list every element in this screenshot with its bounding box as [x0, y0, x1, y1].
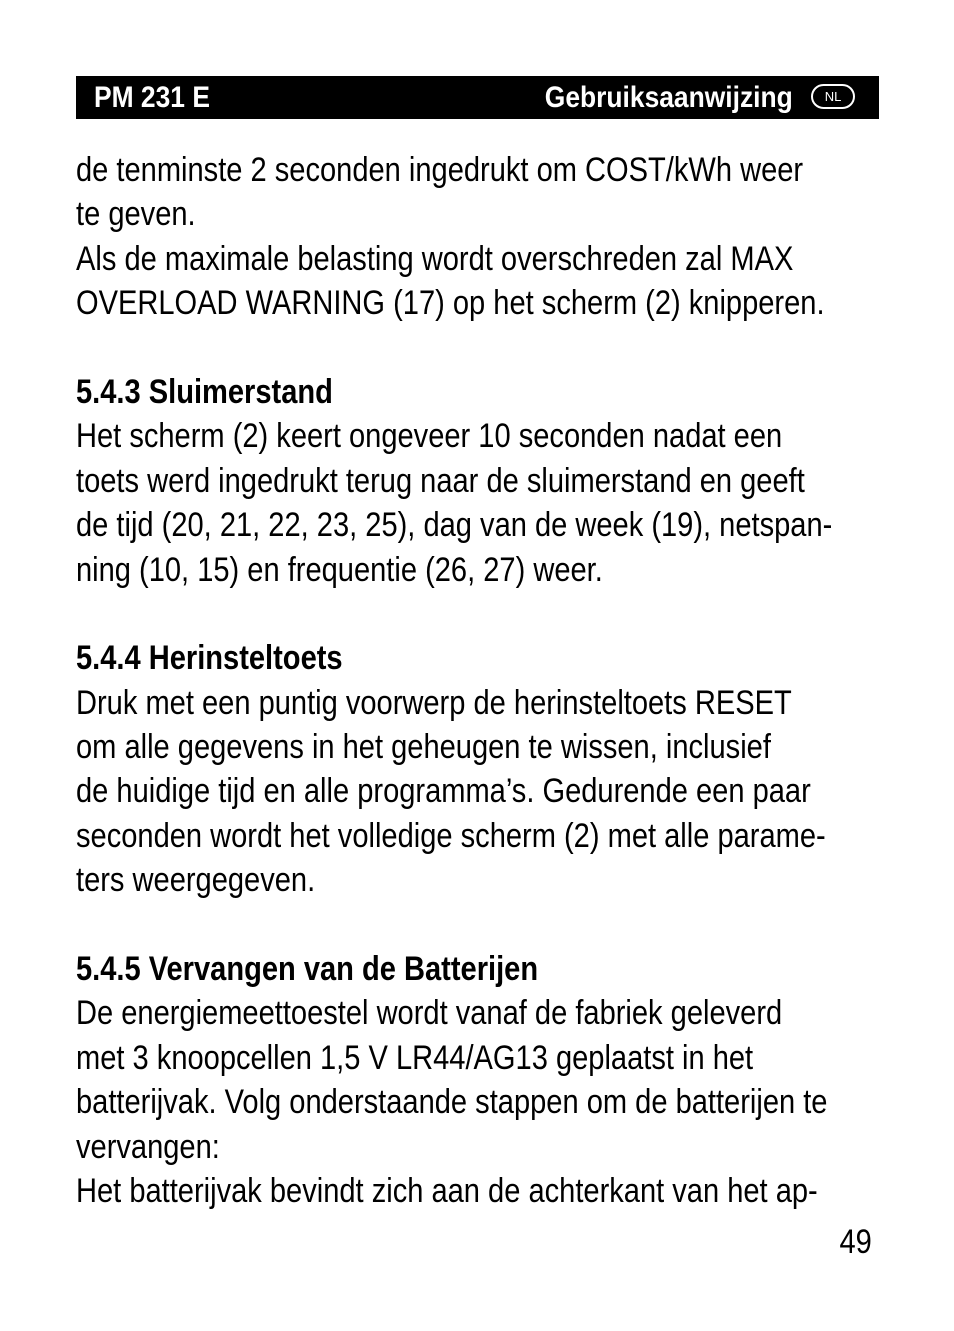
text-line: Druk met een puntig voorwerp de herinsteltoets RESET	[76, 683, 792, 722]
text-line: OVERLOAD WARNING (17) op het scherm (2) knipperen.	[76, 284, 825, 323]
page-number: 49	[839, 1223, 872, 1261]
text-line: ning (10, 15) en frequentie (26, 27) weer.	[76, 550, 603, 589]
language-badge: NL	[811, 84, 855, 109]
paragraph-spacer	[76, 326, 954, 370]
text-line: Als de maximale belasting wordt overschreden zal MAX	[76, 239, 794, 278]
text-line: om alle gegevens in het geheugen te wissen, inclusief	[76, 728, 771, 767]
page-content	[76, 148, 954, 1213]
text-line: Het scherm (2) keert ongeveer 10 seconden nadat een	[76, 417, 783, 456]
paragraph-spacer	[76, 592, 954, 636]
text-line: De energiemeettoestel wordt vanaf de fabriek geleverd	[76, 994, 783, 1033]
text-line: toets werd ingedrukt terug naar de sluimerstand en geeft	[76, 461, 805, 500]
text-line: ters weergegeven.	[76, 861, 316, 900]
intro-paragraph	[76, 148, 954, 326]
page-header	[76, 76, 879, 119]
text-line: de tijd (20, 21, 22, 23, 25), dag van de week (19), netspan-	[76, 506, 833, 545]
text-line: Het batterijvak bevindt zich aan de achterkant van het ap-	[76, 1171, 818, 1210]
section-herinsteltoets	[76, 636, 954, 902]
text-line: met 3 knoopcellen 1,5 V LR44/AG13 geplaatst in het	[76, 1038, 754, 1077]
device-model: PM 231 E	[94, 81, 210, 114]
section-heading: 5.4.5 Vervangen van de Batterijen	[76, 950, 539, 989]
text-line: de tenminste 2 seconden ingedrukt om COST/kWh weer	[76, 151, 804, 189]
section-batterijen	[76, 947, 954, 1213]
text-line: seconden wordt het volledige scherm (2) met alle parame-	[76, 816, 826, 855]
text-line: de huidige tijd en alle programma’s. Gedurende een paar	[76, 772, 811, 811]
paragraph-spacer	[76, 903, 954, 947]
document-title: Gebruiksaanwijzing	[545, 81, 793, 114]
text-line: batterijvak. Volg onderstaande stappen om de batterijen te	[76, 1083, 828, 1122]
section-sluimerstand	[76, 370, 954, 592]
text-line: te geven.	[76, 195, 196, 234]
section-heading: 5.4.3 Sluimerstand	[76, 372, 333, 411]
section-heading: 5.4.4 Herinsteltoets	[76, 639, 343, 678]
text-line: vervangen:	[76, 1127, 220, 1166]
